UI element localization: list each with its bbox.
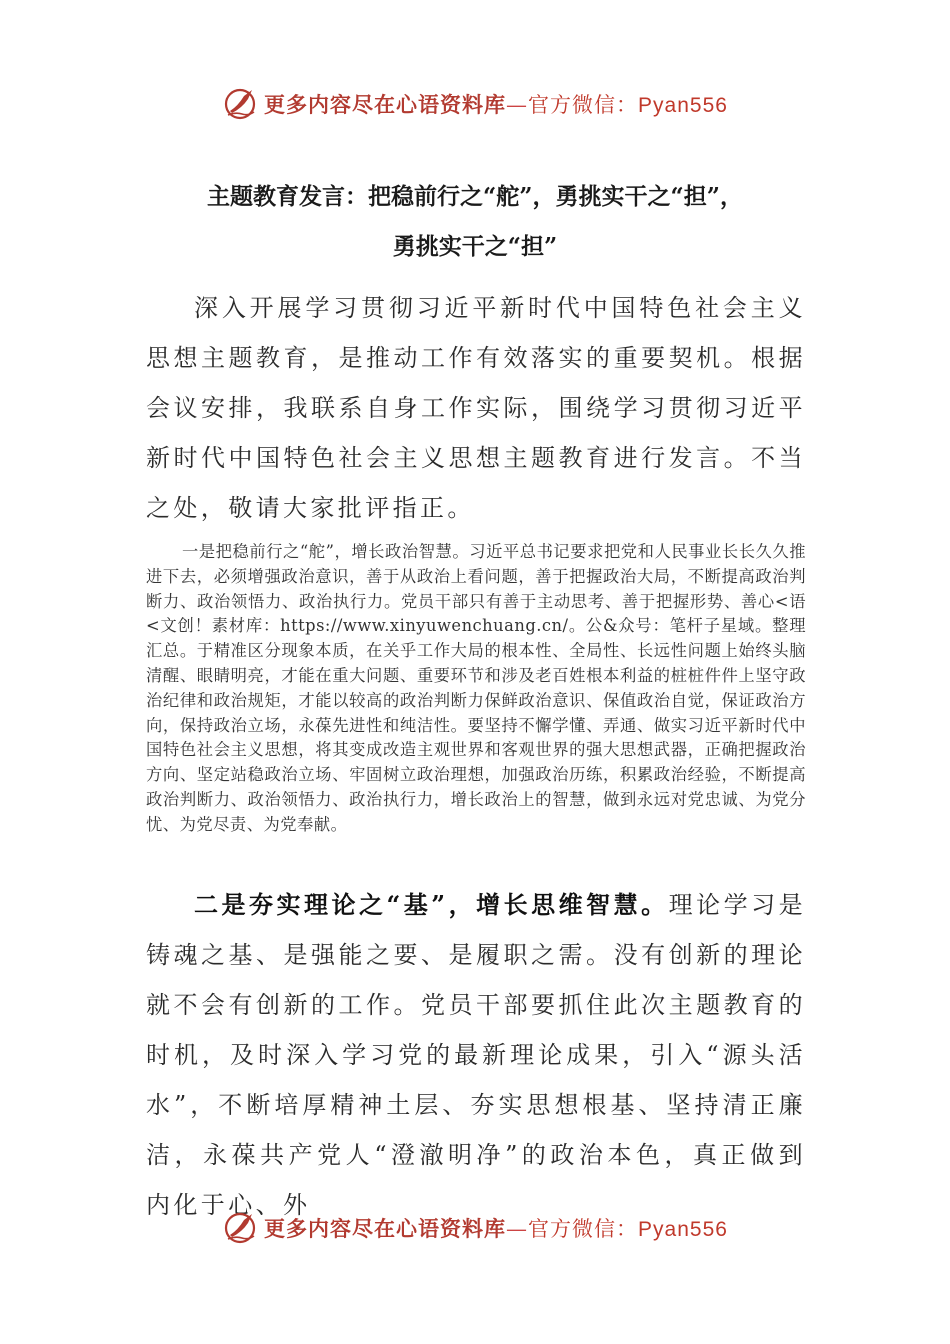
- header-watermark: [0, 84, 950, 124]
- banner-separator: —: [506, 93, 529, 117]
- banner-separator: —: [506, 1217, 529, 1241]
- intro-paragraph: 深入开展学习贯彻习近平新时代中国特色社会主义思想主题教育，是推动工作有效落实的重要契机。根据会议安排，我联系自身工作实际，围绕学习贯彻习近平新时代中国特色社会主义思想主题教育进行发言。不当之处，敬请大家批评指正。: [146, 294, 806, 522]
- document-title-line-2: 勇挑实干之“担”: [392, 233, 558, 260]
- section-2-body: 理论学习是铸魂之基、是强能之要、是履职之需。没有创新的理论就不会有创新的工作。党员干部要抓住此次主题教育的时机，及时深入学习党的最新理论成果，引入“源头活水”，不断培厚精神土层、夯实思想根基、坚持清正廉洁，永葆共产党人“澄澈明净”的政治本色，真正做到内化于心、外: [146, 891, 807, 1219]
- footer-watermark: [0, 1208, 950, 1248]
- banner-main-text: 更多内容尽在心语资料库: [264, 1216, 507, 1241]
- banner-wechat-text: 官方微信：Pyan556: [528, 1218, 728, 1241]
- section-1-paragraph: 一是把稳前行之“舵”，增长政治智慧。习近平总书记要求把党和人民事业长长久久推进下去，必须增强政治意识，善于从政治上看问题，善于把握政治大局，不断提高政治判断力、政治领悟力、政治执行力。党员干部只有善于主动思考、善于把握形势、善心<语<文创！素材库：https://www.xinyuwenchuang.cn/。公&众号：笔杆子星域。整理汇总。于精准区分现象本质，在关乎工作大局的根本性、全局性、长远性问题上始终头脑清醒、眼睛明亮，才能在重大问题、重要环节和涉及老百姓根本利益的桩桩件件上坚守政治纪律和政治规矩，才能以较高的政治判断力保鲜政治意识、保值政治自觉，保证政治方向，保持政治立场，永葆先进性和纯洁性。要坚持不懈学懂、弄通、做实习近平新时代中国特色社会主义思想，将其变成改造主观世界和客观世界的强大思想武器，正确把握政治方向、坚定站稳政治立场、牢固树立政治理想，加强政治历练，积累政治经验，不断提高政治判断力、政治领悟力、政治执行力，增长政治上的智慧，做到永远对党忠诚、为党分忧、为党尽责、为党奉献。: [146, 542, 806, 834]
- pen-logo-icon: [222, 84, 262, 124]
- banner-wechat-text: 官方微信：Pyan556: [528, 94, 728, 117]
- banner-text: [264, 1213, 728, 1243]
- section-2-paragraph: [146, 880, 806, 1230]
- banner-text: [264, 89, 728, 119]
- pen-logo-icon: [222, 1208, 262, 1248]
- section-2-heading: 二是夯实理论之“基”，增长思维智慧。: [194, 890, 669, 919]
- document-title-line-1: 主题教育发言：把稳前行之“舵”，勇挑实干之“担”，: [207, 183, 743, 210]
- banner-main-text: 更多内容尽在心语资料库: [264, 92, 507, 117]
